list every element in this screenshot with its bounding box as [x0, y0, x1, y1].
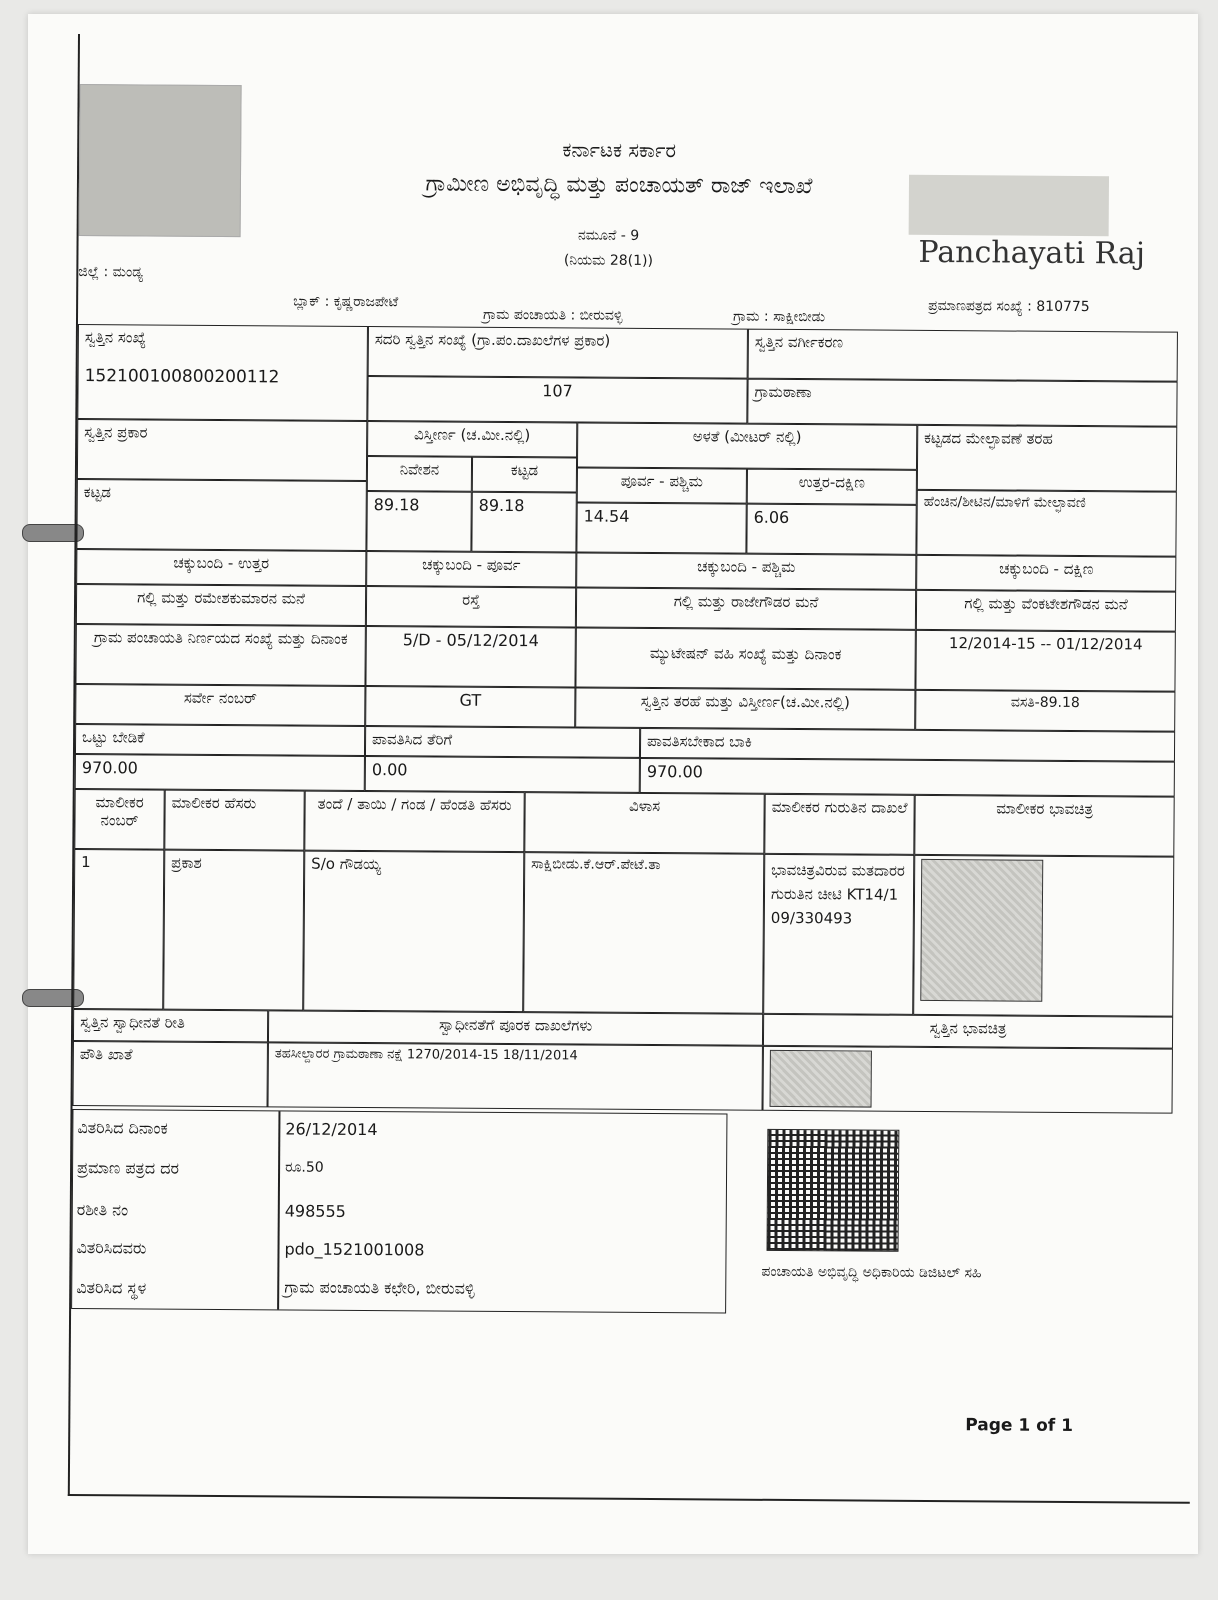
owner-header-number: ಮಾಲೀಕರ ನಂಬರ್	[74, 789, 164, 850]
owner-header-relation: ತಂದೆ / ತಾಯಿ / ಗಂಡ / ಹೆಂಡತಿ ಹೆಸರು	[304, 791, 524, 853]
district: ಜಿಲ್ಲೆ : ಮಂಡ್ಯ	[78, 264, 144, 281]
demand-value: 970.00	[75, 754, 365, 791]
owner-id-document: ಭಾವಚಿತ್ರವಿರುವ ಮತದಾರರ ಗುರುತಿನ ಚೀಟಿ KT14/109/330493	[763, 854, 914, 1015]
ownership-mode-label: ಸ್ವತ್ತಿನ ಸ್ವಾಧೀನತೆ ರೀತಿ	[73, 1009, 268, 1042]
fee-label: ಪ್ರಮಾಣ ಪತ್ರದ ದರ	[77, 1158, 180, 1178]
certificate-page	[28, 14, 1198, 1554]
owner-relation: S/o ಗೌಡಯ್ಯ	[303, 851, 524, 1013]
owner-photo-cell	[913, 855, 1174, 1017]
roof-label: ಕಟ್ಟಡದ ಮೇಲ್ಛಾವಣೆ ತರಹ	[917, 425, 1177, 492]
property-id-value: 152100100800200112	[84, 366, 280, 388]
block: ಬ್ಲಾಕ್ : ಕೃಷ್ಣರಾಜಪೇಟೆ	[293, 293, 399, 311]
ownership-docs-value: ತಹಸೀಲ್ದಾರರ ಗ್ರಾಮಠಾಣಾ ನಕ್ಷೆ 1270/2014-15 18/11/2014	[268, 1042, 763, 1110]
building-value: 89.18	[471, 492, 576, 553]
property-id-label: ಸ್ವತ್ತಿನ ಸಂಖ್ಯೆ	[84, 328, 147, 347]
govt-title: ಕರ್ನಾಟಕ ಸರ್ಕಾರ	[562, 137, 677, 163]
certificate-number: ಪ್ರಮಾಣಪತ್ರದ ಸಂಖ್ಯೆ : 810775	[928, 297, 1090, 316]
receipt-value: 498555	[284, 1201, 346, 1221]
decision-label: ಗ್ರಾಮ ಪಂಚಾಯತಿ ನಿರ್ಣಯದ ಸಂಖ್ಯೆ ಮತ್ತು ದಿನಾಂಕ	[75, 624, 365, 686]
issue-details-box	[71, 1109, 727, 1314]
register-no-value: 107	[367, 376, 747, 424]
panchayati-raj-logo-icon	[909, 175, 1109, 236]
certificate-sheet	[68, 34, 1200, 1504]
property-photo-cell	[762, 1046, 1172, 1114]
site-value: 89.18	[366, 491, 471, 552]
department-title: ಗ್ರಾಮೀಣ ಅಭಿವೃದ್ಧಿ ಮತ್ತು ಪಂಚಾಯತ್ ರಾಜ್ ಇಲಾಖೆ	[425, 171, 813, 200]
due-label: ಪಾವತಿಸಬೇಕಾದ ಬಾಕಿ	[640, 728, 1175, 762]
east-west-label: ಪೂರ್ವ - ಪಶ್ಚಿಮ	[577, 467, 747, 503]
register-no-label: ಸದರಿ ಸ್ವತ್ತಿನ ಸಂಖ್ಯೆ (ಗ್ರಾ.ಪಂ.ದಾಖಲೆಗಳ ಪ್ರಕಾರ)	[368, 326, 748, 379]
issue-divider	[277, 1111, 280, 1309]
south-label: ಚಕ್ಕುಬಂದಿ - ದಕ್ಷಿಣ	[916, 555, 1176, 592]
building-label: ಕಟ್ಟಡ	[472, 457, 577, 493]
qr-code-icon	[767, 1129, 900, 1252]
mutation-label: ಮ್ಯುಟೇಷನ್ ವಹಿ ಸಂಖ್ಯೆ ಮತ್ತು ದಿನಾಂಕ	[575, 627, 915, 689]
karnataka-emblem-icon	[79, 84, 242, 237]
survey-label: ಸರ್ವೇ ನಂಬರ್	[75, 684, 365, 726]
nature-value: ವಸತಿ-89.18	[915, 690, 1175, 732]
owner-header-photo: ಮಾಲೀಕರ ಭಾವಚಿತ್ರ	[914, 795, 1174, 857]
classification-value: ಗ್ರಾಮಠಾಣಾ	[747, 379, 1177, 427]
nature-label: ಸ್ವತ್ತಿನ ತರಹೆ ಮತ್ತು ವಿಸ್ತೀರ್ಣ(ಚ.ಮೀ.ನಲ್ಲಿ)	[575, 687, 915, 729]
due-value: 970.00	[640, 758, 1175, 797]
north-label: ಚಕ್ಕುಬಂದಿ - ಉತ್ತರ	[76, 549, 366, 586]
panchayat: ಗ್ರಾಮ ಪಂಚಾಯತಿ : ಬೀರುವಳ್ಳಿ	[482, 306, 623, 324]
property-photo	[770, 1050, 872, 1108]
issue-date-label: ವಿತರಿಸಿದ ದಿನಾಂಕ	[77, 1118, 168, 1138]
owner-name: ಪ್ರಕಾಶ	[163, 850, 304, 1011]
owner-address: ಸಾಕ್ಷಿಬೀಡು.ಕೆ.ಆರ್.ಪೇಟೆ.ತಾ	[523, 852, 764, 1014]
place-label: ವಿತರಿಸಿದ ಸ್ಥಳ	[76, 1278, 147, 1298]
logo-text: Panchayati Raj	[918, 234, 1146, 272]
rule-number: (ನಿಯಮ 28(1))	[563, 252, 654, 270]
ownership-docs-label: ಸ್ವಾಧೀನತೆಗೆ ಪೂರಕ ದಾಖಲೆಗಳು	[268, 1010, 763, 1045]
survey-value: GT	[365, 686, 575, 727]
decision-value: 5/D - 05/12/2014	[365, 626, 575, 687]
paid-value: 0.00	[365, 756, 640, 793]
north-south-value: 6.06	[746, 504, 916, 555]
page-number: Page 1 of 1	[965, 1415, 1074, 1436]
north-value: ಗಲ್ಲಿ ಮತ್ತು ರಮೇಶಕುಮಾರನ ಮನೆ	[76, 584, 366, 626]
owner-header-address: ವಿಳಾಸ	[524, 792, 764, 854]
east-label: ಚಕ್ಕುಬಂದಿ - ಪೂರ್ವ	[366, 551, 576, 587]
east-west-value: 14.54	[576, 502, 746, 553]
issue-date-value: 26/12/2014	[285, 1119, 378, 1140]
owner-header-id: ಮಾಲೀಕರ ಗುರುತಿನ ದಾಖಲೆ	[764, 794, 914, 855]
ownership-mode-value: ಪೌತಿ ಖಾತೆ	[73, 1041, 268, 1107]
demand-label: ಒಟ್ಟು ಬೇಡಿಕೆ	[75, 724, 365, 756]
property-id-cell	[77, 324, 368, 421]
roof-value: ಹೆಂಚಿನ/ಶೀಟಿನ/ಮಾಳಿಗೆ ಮೇಲ್ಛಾವಣಿ	[916, 490, 1176, 557]
issuer-value: pdo_1521001008	[284, 1239, 425, 1260]
site-label: ನಿವೇಶನ	[367, 456, 472, 492]
paid-label: ಪಾವತಿಸಿದ ತೆರಿಗೆ	[365, 726, 640, 758]
property-photo-label: ಸ್ವತ್ತಿನ ಭಾವಚಿತ್ರ	[763, 1014, 1173, 1049]
mutation-value: 12/2014-15 -- 01/12/2014	[915, 630, 1175, 692]
place-value: ಗ್ರಾಮ ಪಂಚಾಯತಿ ಕಛೇರಿ, ಬೀರುವಳ್ಳಿ	[284, 1277, 475, 1298]
digital-signature-label: ಪಂಚಾಯತಿ ಅಭಿವೃದ್ಧಿ ಅಧಿಕಾರಿಯ ಡಿಜಿಟಲ್ ಸಹಿ	[761, 1263, 982, 1282]
classification-label: ಸ್ವತ್ತಿನ ವರ್ಗೀಕರಣ	[748, 329, 1178, 382]
owner-photo	[920, 859, 1043, 1002]
owner-header-name: ಮಾಲೀಕರ ಹೆಸರು	[164, 790, 304, 851]
measure-label: ಅಳತೆ (ಮೀಟರ್ ನಲ್ಲಿ)	[577, 422, 917, 469]
north-south-label: ಉತ್ತರ-ದಕ್ಷಿಣ	[747, 469, 917, 505]
receipt-label: ರಶೀತಿ ನಂ	[76, 1200, 129, 1220]
west-label: ಚಕ್ಕುಬಂದಿ - ಪಶ್ಚಿಮ	[576, 552, 916, 589]
west-value: ಗಲ್ಲಿ ಮತ್ತು ರಾಜೇಗೌಡರ ಮನೆ	[576, 587, 916, 629]
owner-number: 1	[73, 849, 164, 1010]
fee-value: ರೂ.50	[285, 1159, 324, 1176]
property-type-label: ಸ್ವತ್ತಿನ ಪ್ರಕಾರ	[77, 419, 367, 481]
east-value: ರಸ್ತೆ	[366, 586, 576, 627]
issuer-label: ವಿತರಿಸಿದವರು	[76, 1238, 147, 1258]
area-label: ವಿಸ್ತೀರ್ಣ (ಚ.ಮೀ.ನಲ್ಲಿ)	[367, 421, 577, 457]
form-number: ನಮೂನೆ - 9	[577, 227, 640, 244]
south-value: ಗಲ್ಲಿ ಮತ್ತು ವೆಂಕಟೇಶಗೌಡನ ಮನೆ	[916, 590, 1176, 632]
village: ಗ್ರಾಮ : ಸಾಕ್ಷೀಬೀಡು	[732, 308, 826, 326]
property-type-value: ಕಟ್ಟಡ	[76, 479, 366, 551]
